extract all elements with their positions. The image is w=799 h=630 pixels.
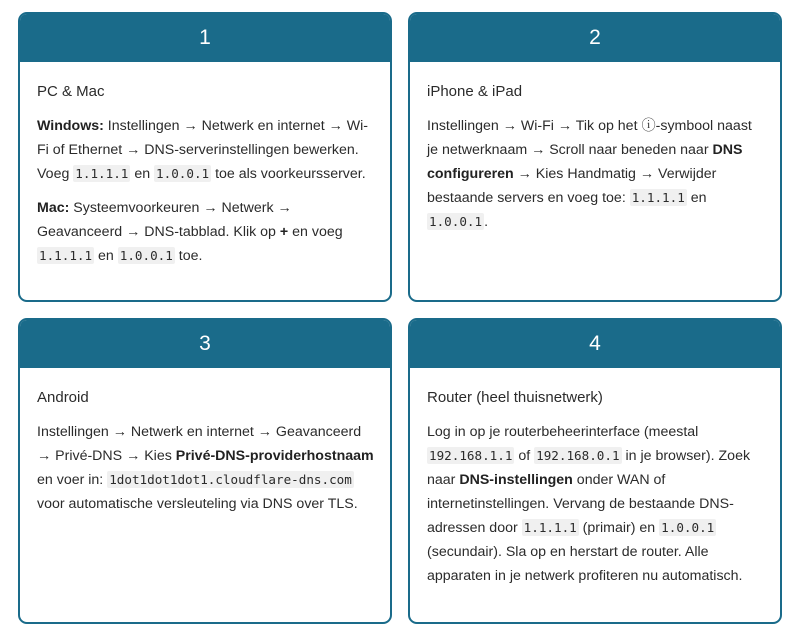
card-iphone-ipad xyxy=(408,12,782,302)
bold-term: DNS-instellingen xyxy=(459,472,573,488)
dns-code: 1.1.1.1 xyxy=(75,166,129,181)
instruction-text: Instellingen → Netwerk en internet → Geavanceerd → Privé-DNS → Kies xyxy=(37,424,362,464)
instruction-text: (secundair). Sla op en herstart de router. Alle apparaten in je netwerk profiteren nu automatisch. xyxy=(427,544,743,584)
instruction-text: en xyxy=(130,166,155,182)
instruction-text: en voeg xyxy=(288,224,343,240)
instruction-text: onder WAN of internetinstellingen. Vervang de bestaande DNS-adressen door xyxy=(427,472,734,536)
dns-code: 1.1.1.1 xyxy=(523,520,577,535)
instruction-text: Log in op je routerbeheerinterface (meestal xyxy=(427,424,699,440)
card-body xyxy=(20,368,390,516)
card-number: 2 xyxy=(410,14,780,62)
instruction-text: voor automatische versleuteling via DNS over TLS. xyxy=(37,496,358,512)
windows-label: Windows: xyxy=(37,118,104,134)
android-instructions xyxy=(37,420,374,516)
bold-term: Privé-DNS-providerhostnaam xyxy=(175,448,374,464)
card-router xyxy=(408,318,782,624)
card-title: PC & Mac xyxy=(37,83,105,100)
instruction-text: → Kies Handmatig → Verwijder bestaande servers en voeg toe: xyxy=(427,166,717,206)
card-android xyxy=(18,318,392,624)
instruction-text: toe als voorkeursserver. xyxy=(211,166,366,182)
router-instructions xyxy=(427,420,764,588)
dns-code: 192.168.0.1 xyxy=(536,448,620,463)
dns-code: 192.168.1.1 xyxy=(429,448,513,463)
dns-code: 1.0.0.1 xyxy=(156,166,210,181)
bold-term: DNS configureren xyxy=(427,142,743,182)
card-title: Android xyxy=(37,389,89,406)
dns-code: 1.0.0.1 xyxy=(429,214,483,229)
card-number: 1 xyxy=(20,14,390,62)
ios-instructions xyxy=(427,114,764,234)
instruction-text: Instellingen → Wi-Fi → Tik op het ⓘ-symbool naast je netwerknaam → Scroll naar beneden naar xyxy=(427,118,752,158)
instruction-text: toe. xyxy=(174,248,203,264)
card-title: Router (heel thuisnetwerk) xyxy=(427,389,603,406)
instruction-text: Systeemvoorkeuren → Netwerk → Geavanceerd → DNS-tabblad. Klik op xyxy=(37,200,292,240)
instruction-text: en xyxy=(686,190,707,206)
card-number: 3 xyxy=(20,320,390,368)
windows-instructions xyxy=(37,114,374,186)
instruction-text: of xyxy=(514,448,535,464)
dns-code: 1.1.1.1 xyxy=(39,248,93,263)
dns-code: 1dot1dot1dot1.cloudflare-dns.com xyxy=(109,472,352,487)
instruction-text: en voer in: xyxy=(37,472,108,488)
card-pc-mac xyxy=(18,12,392,302)
card-title: iPhone & iPad xyxy=(427,83,523,100)
card-number: 4 xyxy=(410,320,780,368)
card-body xyxy=(410,368,780,588)
instruction-text: . xyxy=(484,214,489,230)
plus-symbol: + xyxy=(279,224,289,240)
card-body xyxy=(20,62,390,268)
mac-instructions xyxy=(37,196,374,268)
instruction-text: Instellingen → Netwerk en internet → Wi-Fi of Ethernet → DNS-serverinstellingen bewerken. Voeg xyxy=(37,118,369,182)
mac-label: Mac: xyxy=(37,200,70,216)
dns-code: 1.0.0.1 xyxy=(119,248,173,263)
instruction-text: in je browser). Zoek naar xyxy=(427,448,751,488)
dns-code: 1.0.0.1 xyxy=(661,520,715,535)
instruction-text: en xyxy=(94,248,118,264)
card-body xyxy=(410,62,780,234)
dns-code: 1.1.1.1 xyxy=(631,190,685,205)
instruction-text: (primair) en xyxy=(578,520,660,536)
